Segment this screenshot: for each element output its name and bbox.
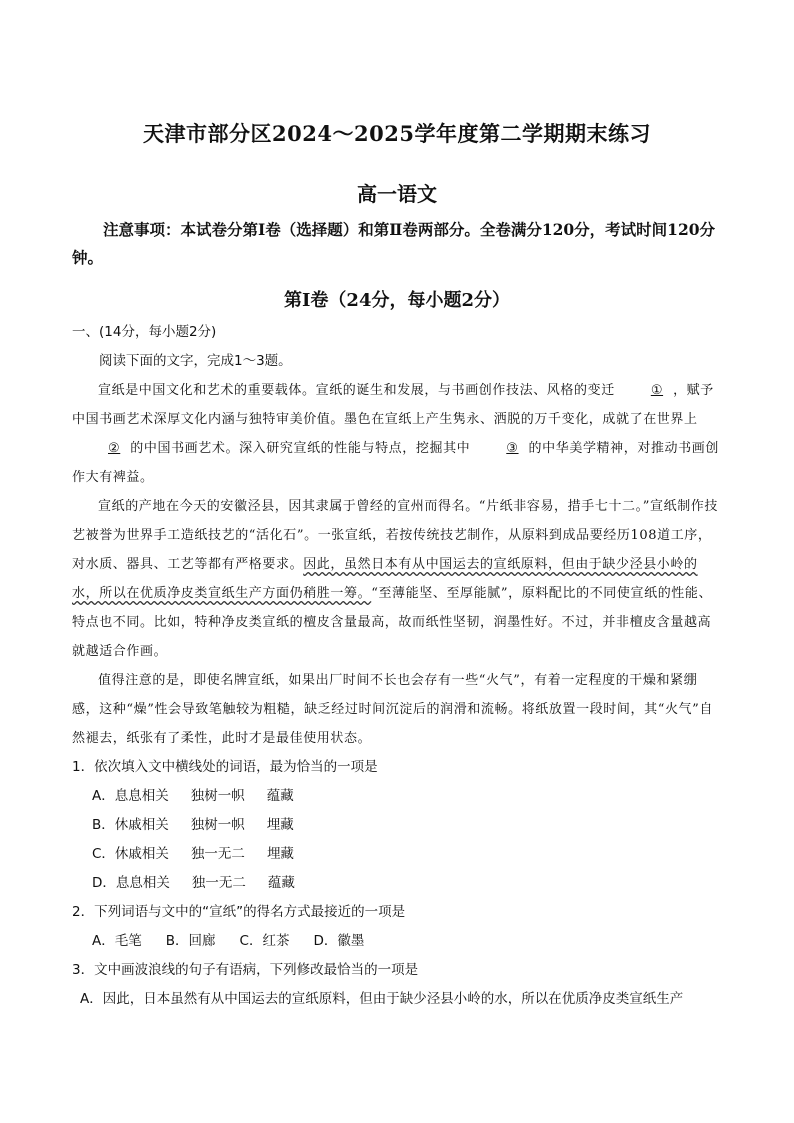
p2-text-a: 宣纸的产地在今天的安徽泾县，因其隶属于曾经的宣州而得名。“片纸非容易，措手七十二。”宣纸制作技艺被誉为世界手工造纸技艺的“活化石”。一张宣纸，若按传统技艺制作，从原料到成品要经历108道工序，对水质、器具、工艺等都有严格要求。 (72, 499, 718, 572)
q1-c-word1: C．休戚相关 (92, 846, 169, 862)
q2-option-b: B．回廊 (165, 933, 216, 949)
q2-option-c: C．红茶 (239, 933, 290, 949)
q1-c-word2: 独一无二 (190, 846, 245, 862)
p1-text-a: 宣纸是中国文化和艺术的重要载体。宣纸的诞生和发展，与书画创作技法、风格的变迁 (98, 383, 615, 398)
p1-text-d: 的中华美学精神，对推动书画创作大有裨益。 (72, 441, 719, 485)
q1-option-c (72, 840, 722, 869)
q1-option-b (72, 811, 722, 840)
exam-content (72, 318, 722, 1014)
q1-option-d (72, 869, 722, 898)
blank-1: ① (650, 383, 664, 398)
q1-b-word3: 埋藏 (266, 817, 294, 833)
volume-heading: 第Ⅰ卷（24分，每小题2分） (284, 290, 510, 311)
q1-a-word3: 蕴藏 (266, 788, 294, 804)
subject-title: 高一语文 (357, 182, 437, 206)
q3-option-a: A．因此，日本虽然有从中国运去的宣纸原料，但由于缺少泾县小岭的水，所以在优质净皮类宣纸生产 (80, 991, 684, 1007)
question-3-stem: 3．文中画波浪线的句子有语病，下列修改最恰当的一项是 (72, 962, 419, 978)
q1-d-word2: 独一无二 (191, 875, 246, 891)
exam-notice: 注意事项：本试卷分第Ⅰ卷（选择题）和第Ⅱ卷两部分。全卷满分120分，考试时间120分钟。 (72, 220, 716, 267)
q1-d-word3: 蕴藏 (267, 875, 295, 891)
p1-text-b: ，赋予中国书画艺术深厚文化内涵与独特审美价值。墨色在宣纸上产生隽永、洒脱的万千变化，成就了在世界上 (72, 383, 714, 427)
p2-text-b: “至薄能坚、至厚能腻”，原料配比的不同使宣纸的性能、特点也不同。比如，特种净皮类宣纸的檀皮含量最高，故而纸性坚韧，润墨性好。不过，并非檀皮含量越高就越适合作画。 (72, 586, 713, 659)
q1-c-word3: 埋藏 (266, 846, 294, 862)
q1-b-word1: B．休戚相关 (92, 817, 169, 833)
q1-a-word1: A．息息相关 (92, 788, 169, 804)
blank-3: ③ (506, 441, 519, 456)
wavy-underlined-sentence: 因此，虽然日本有从中国运去的宣纸原料，但由于缺少泾县小岭的水，所以在优质净皮类宣纸生产方面仍稍胜一筹。 (72, 557, 698, 601)
passage-paragraph-3: 值得注意的是，即使名牌宣纸，如果出厂时间不长也会存有一些“火气”，有着一定程度的干燥和紧绷感，这种“燥”性会导致笔触较为粗糙，缺乏经过时间沉淀后的润滑和流畅。将纸放置一段时间，其“火气”自然褪去，纸张有了柔性，此时才是最佳使用状态。 (72, 673, 713, 746)
q1-b-word2: 独树一帜 (190, 817, 245, 833)
q1-d-word1: D．息息相关 (92, 875, 170, 891)
q1-a-word2: 独树一帜 (190, 788, 245, 804)
q2-option-d: D．徽墨 (313, 933, 365, 949)
q1-option-a (72, 782, 722, 811)
reading-instruction: 阅读下面的文字，完成1～3题。 (99, 353, 292, 369)
passage-paragraph-2 (72, 492, 722, 666)
blank-2: ② (108, 441, 121, 456)
p1-text-c: 的中国书画艺术。深入研究宣纸的性能与特点，挖掘其中 (130, 441, 471, 456)
question-2-stem: 2．下列词语与文中的“宣纸”的得名方式最接近的一项是 (72, 904, 406, 920)
passage-paragraph-1 (72, 376, 722, 492)
question-1-stem: 1．依次填入文中横线处的词语，最为恰当的一项是 (72, 759, 378, 775)
q2-option-a: A．毛笔 (92, 933, 142, 949)
q2-options (72, 927, 722, 956)
exam-title: 天津市部分区2024～2025学年度第二学期期末练习 (143, 121, 651, 146)
part-heading: 一、(14分，每小题2分) (72, 324, 217, 340)
